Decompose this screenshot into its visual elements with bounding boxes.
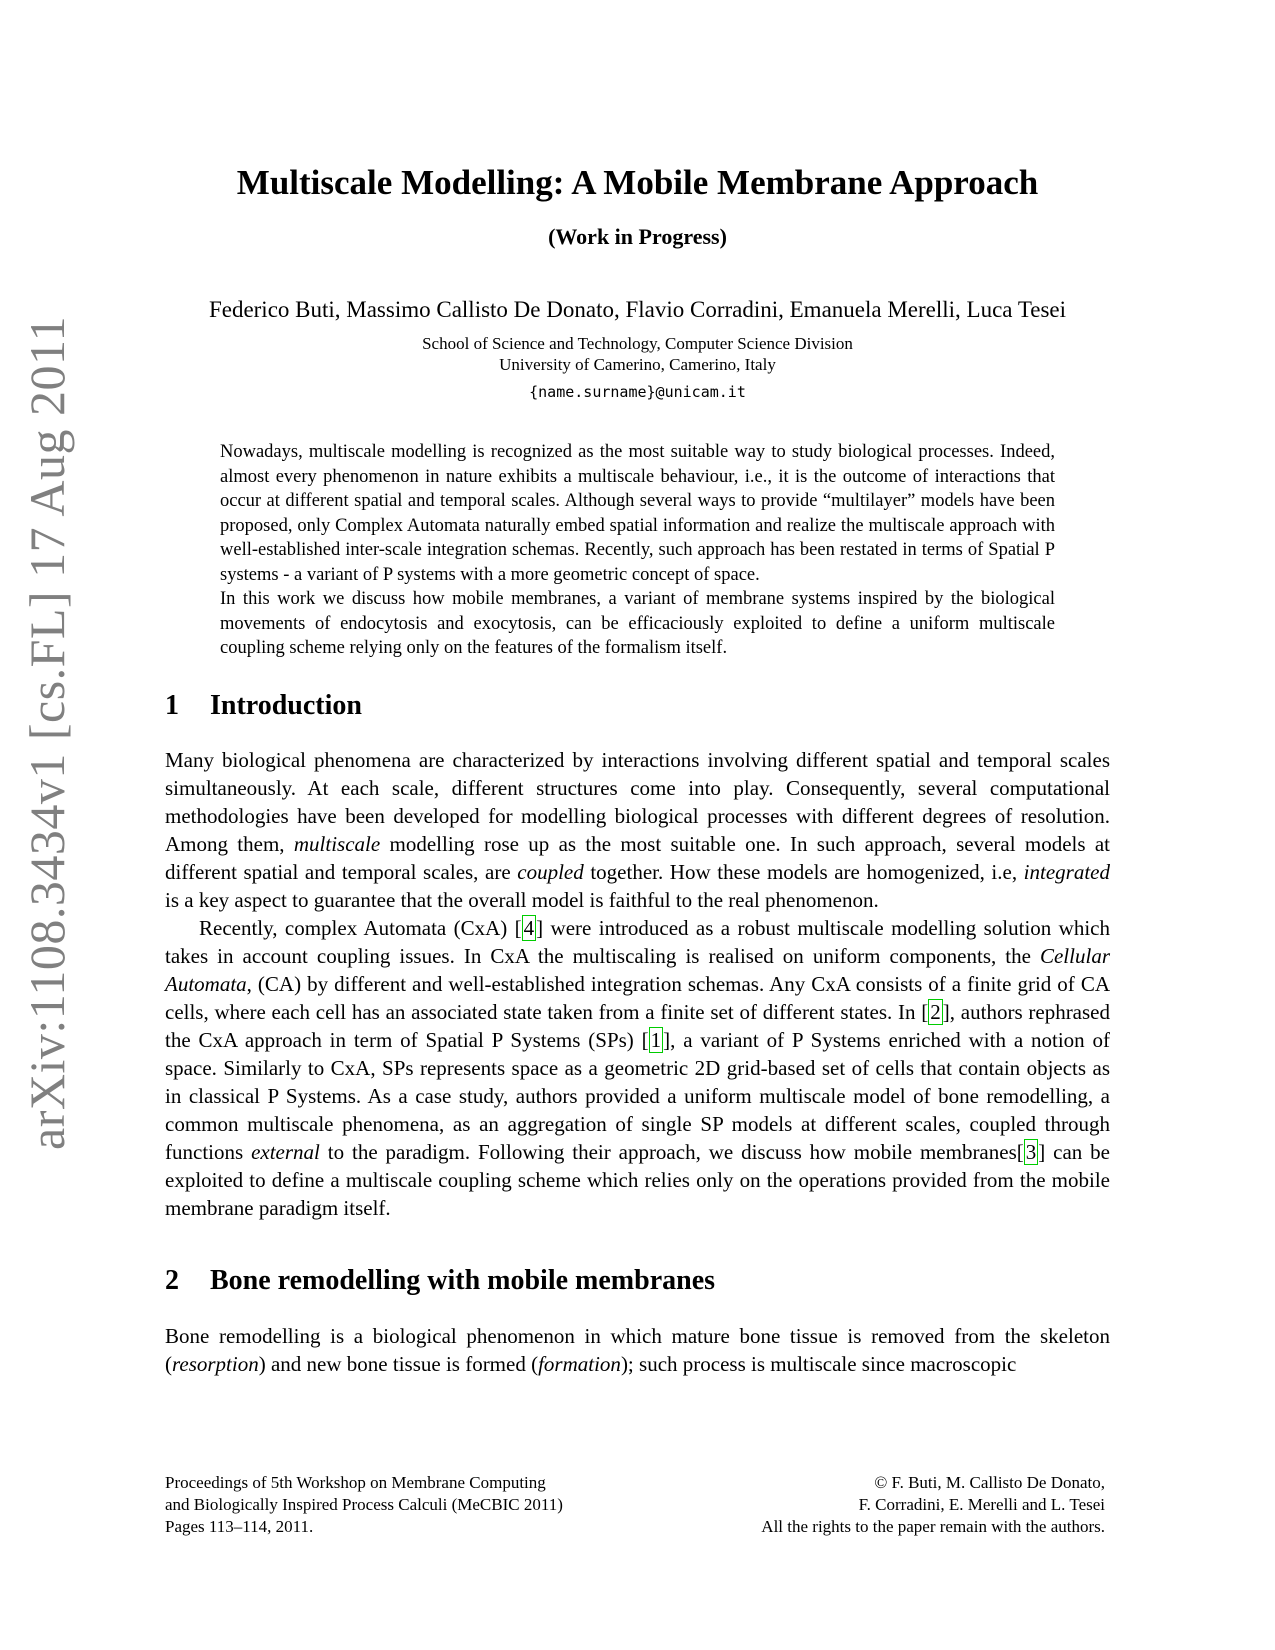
affiliation-line-1: School of Science and Technology, Computer Science Division: [422, 334, 853, 353]
section-number: 2: [165, 1265, 179, 1296]
section-title: Introduction: [210, 690, 362, 721]
abstract-paragraph-2: In this work we discuss how mobile membranes, a variant of membrane systems inspired by the biological movements of endocytosis and exocytosis, can be efficaciously exploited to define a uniform multiscale coupling scheme relying only on the features of the formalism itself.: [220, 589, 1055, 658]
section-number: 1: [165, 690, 179, 721]
introduction-paragraph-1: Many biological phenomena are characterized by interactions involving different spatial and temporal scales simultaneously. At each scale, different structures come into play. Consequently, several computational methodologies have been developed for modelling biological processes with different degrees of resolution. Among them, multiscale modelling rose up as the most suitable one. In such approach, several models at different spatial and temporal scales, are coupled together. How these models are homogenized, i.e, integrated is a key aspect to guarantee that the overall model is faithful to the real phenomenon.: [165, 748, 1110, 912]
abstract-paragraph-1: Nowadays, multiscale modelling is recognized as the most suitable way to study biological processes. Indeed, almost every phenomenon in nature exhibits a multiscale behaviour, i.e., it is the outcome of interactions that occur at different spatial and temporal scales. Although several ways to provide “multilayer” models have been proposed, only Complex Automata naturally embed spatial information and realize the multiscale approach with well-established inter-scale integration schemas. Recently, such approach has been restated in terms of Spatial P systems - a variant of P systems with a more geometric concept of space.: [220, 442, 1055, 585]
bone-remodelling-body: [165, 1322, 1110, 1378]
arxiv-stamp: arXiv:1108.3434v1 [cs.FL] 17 Aug 2011: [19, 315, 75, 1150]
bone-remodelling-paragraph-1: Bone remodelling is a biological phenomenon in which mature bone tissue is removed from the skeleton (resorption) and new bone tissue is formed (formation); such process is multiscale since macroscopic: [165, 1324, 1110, 1376]
copyright-footer: [761, 1472, 1105, 1538]
introduction-paragraph-2: Recently, complex Automata (CxA) [4] were introduced as a robust multiscale modelling solution which takes in account coupling issues. In CxA the multiscaling is realised on uniform components, the Cellular Automata, (CA) by different and well-established integration schemas. Any CxA consists of a finite grid of CA cells, where each cell has an associated state taken from a finite set of different states. In [2], authors rephrased the CxA approach in term of Spatial P Systems (SPs) [1], a variant of P Systems enriched with a notion of space. Similarly to CxA, SPs represents space as a geometric 2D grid-based set of cells that contain objects as in classical P Systems. As a case study, authors provided a uniform multiscale model of bone remodelling, a common multiscale phenomena, as an aggregation of single SP models at different scales, coupled through functions external to the paradigm. Following their approach, we discuss how mobile membranes[3] can be exploited to define a multiscale coupling scheme which relies only on the operations provided from the mobile membrane paradigm itself.: [165, 916, 1111, 1220]
paper-subtitle: (Work in Progress): [548, 224, 727, 249]
footer-line: Pages 113–114, 2011.: [165, 1517, 314, 1536]
author-email: {name.surname}@unicam.it: [529, 383, 746, 401]
citation-link-2[interactable]: 2: [930, 1000, 941, 1024]
paper-title: Multiscale Modelling: A Mobile Membrane Approach: [236, 163, 1039, 202]
footer-line: Proceedings of 5th Workshop on Membrane Computing: [165, 1473, 546, 1492]
proceedings-footer: [165, 1472, 563, 1538]
citation-link-1[interactable]: 1: [650, 1028, 662, 1052]
footer-line: All the rights to the paper remain with the authors.: [761, 1517, 1105, 1536]
introduction-body: [165, 746, 1110, 1222]
footer-line: © F. Buti, M. Callisto De Donato,: [874, 1473, 1105, 1492]
abstract: [220, 440, 1055, 661]
affiliation-line-2: University of Camerino, Camerino, Italy: [499, 355, 776, 374]
citation-link-4[interactable]: 4: [523, 916, 535, 940]
author-list: Federico Buti, Massimo Callisto De Donato, Flavio Corradini, Emanuela Merelli, Luca Tesei: [208, 297, 1067, 322]
footer-line: F. Corradini, E. Merelli and L. Tesei: [858, 1495, 1105, 1514]
citation-link-3[interactable]: 3: [1025, 1140, 1037, 1164]
affiliation: [0, 333, 1275, 375]
section-heading-introduction: [165, 690, 362, 722]
section-title: Bone remodelling with mobile membranes: [210, 1265, 716, 1296]
footer-line: and Biologically Inspired Process Calculi (MeCBIC 2011): [165, 1495, 563, 1514]
section-heading-bone-remodelling: [165, 1265, 715, 1297]
